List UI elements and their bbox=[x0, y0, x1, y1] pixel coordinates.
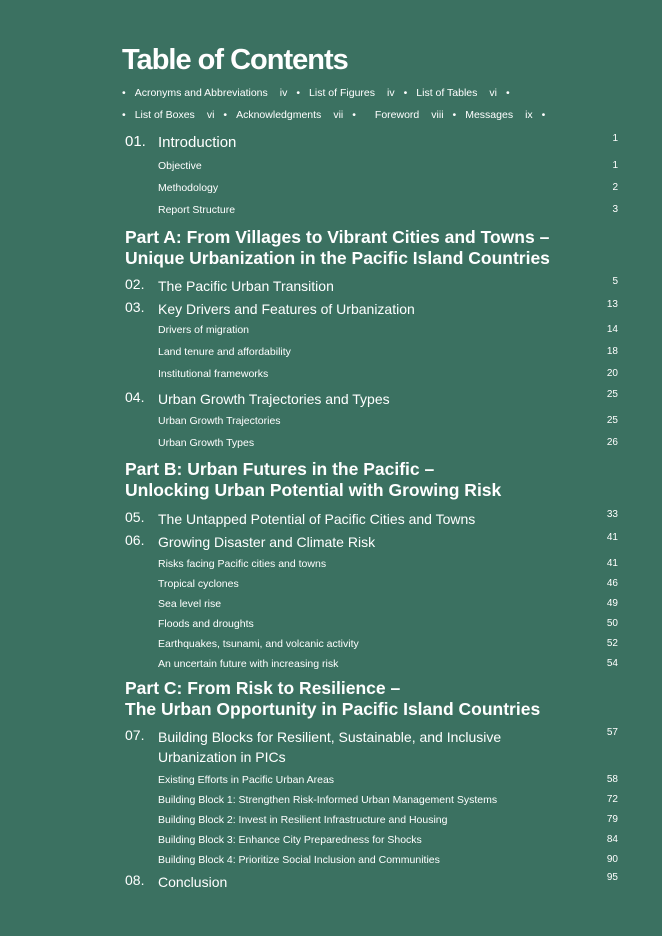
bullet: • bbox=[452, 109, 457, 121]
front-matter-row-1 bbox=[122, 87, 519, 99]
subsection-page: 58 bbox=[606, 774, 618, 785]
subsection-page: 14 bbox=[606, 324, 618, 335]
front-item-page: iv bbox=[279, 87, 288, 99]
chapter-page: 95 bbox=[606, 872, 618, 883]
chapter-number: 04. bbox=[125, 389, 145, 405]
toc-chapter-07[interactable] bbox=[125, 727, 618, 767]
part-b-heading[interactable] bbox=[125, 459, 605, 501]
subsection-page: 25 bbox=[606, 415, 618, 426]
chapter-number: 06. bbox=[125, 532, 145, 548]
chapter-title: Growing Disaster and Climate Risk bbox=[158, 534, 376, 550]
part-heading-line: Part A: From Villages to Vibrant Cities and Towns – bbox=[125, 227, 550, 247]
subsection-page: 46 bbox=[606, 578, 618, 589]
toc-chapter-08[interactable] bbox=[125, 872, 618, 892]
subsection-title: Drivers of migration bbox=[158, 324, 250, 336]
chapter-number: 03. bbox=[125, 299, 145, 315]
chapter-page: 25 bbox=[606, 389, 618, 400]
front-item-label[interactable]: List of Tables bbox=[416, 87, 478, 99]
subsection-page: 79 bbox=[606, 814, 618, 825]
part-heading-line: Part C: From Risk to Resilience – bbox=[125, 678, 401, 698]
front-item-label[interactable]: Acknowledgments bbox=[236, 109, 322, 121]
part-heading-line: Part B: Urban Futures in the Pacific – bbox=[125, 459, 435, 479]
subsection-page: 52 bbox=[606, 638, 618, 649]
subsection-title: Land tenure and affordability bbox=[158, 346, 291, 358]
chapter-page: 41 bbox=[606, 532, 618, 543]
subsection-title: Objective bbox=[158, 160, 202, 172]
toc-chapter-04[interactable] bbox=[125, 389, 618, 409]
chapter-number: 07. bbox=[125, 727, 145, 743]
front-item-label[interactable]: List of Figures bbox=[309, 87, 375, 99]
subsection-title: An uncertain future with increasing risk bbox=[158, 658, 339, 670]
subsection-title: Existing Efforts in Pacific Urban Areas bbox=[158, 774, 335, 786]
front-item-page: iv bbox=[387, 87, 395, 99]
subsection-title: Building Block 2: Invest in Resilient Infrastructure and Housing bbox=[158, 814, 448, 826]
subsection-page: 54 bbox=[606, 658, 618, 669]
subsection-page: 50 bbox=[606, 618, 618, 629]
chapter-page: 33 bbox=[606, 509, 618, 520]
subsection-title: Institutional frameworks bbox=[158, 368, 269, 380]
part-heading-line: Unlocking Urban Potential with Growing Risk bbox=[125, 480, 502, 500]
chapter-number: 02. bbox=[125, 276, 145, 292]
chapter-title: Conclusion bbox=[158, 874, 228, 890]
toc-chapter-06[interactable] bbox=[125, 532, 618, 552]
subsection-title: Sea level rise bbox=[158, 598, 222, 610]
subsection-title: Building Block 3: Enhance City Preparedness for Shocks bbox=[158, 834, 422, 846]
bullet: • bbox=[352, 109, 356, 121]
bullet: • bbox=[541, 109, 546, 121]
bullet: • bbox=[505, 87, 510, 99]
subsection-page: 41 bbox=[606, 558, 618, 569]
chapter-title: Urban Growth Trajectories and Types bbox=[158, 391, 390, 407]
subsection-page: 26 bbox=[606, 437, 618, 448]
subsection-title: Methodology bbox=[158, 182, 219, 194]
subsection-title: Tropical cyclones bbox=[158, 578, 239, 590]
subsection-page: 20 bbox=[606, 368, 618, 379]
subsection-page: 2 bbox=[612, 182, 618, 193]
subsection-title: Report Structure bbox=[158, 204, 236, 216]
subsection-page: 3 bbox=[612, 204, 618, 215]
toc-chapter-02[interactable] bbox=[125, 276, 618, 296]
chapter-page: 1 bbox=[612, 133, 618, 144]
subsection-title: Earthquakes, tsunami, and volcanic activity bbox=[158, 638, 359, 650]
subsection-title: Building Block 1: Strengthen Risk-Informed Urban Management Systems bbox=[158, 794, 498, 806]
front-item-page: vii bbox=[333, 109, 344, 121]
part-heading-line: The Urban Opportunity in Pacific Island Countries bbox=[125, 699, 541, 719]
front-item-page: viii bbox=[431, 109, 444, 121]
chapter-title: The Pacific Urban Transition bbox=[158, 278, 334, 294]
subsection-title: Urban Growth Trajectories bbox=[158, 415, 281, 427]
front-item-page: ix bbox=[525, 109, 533, 121]
bullet: • bbox=[122, 87, 126, 99]
bullet: • bbox=[296, 87, 301, 99]
front-item-page: vi bbox=[489, 87, 497, 99]
chapter-title: Key Drivers and Features of Urbanization bbox=[158, 301, 415, 317]
toc-chapter-01[interactable] bbox=[125, 133, 618, 153]
subsection-page: 84 bbox=[606, 834, 618, 845]
chapter-number: 01. bbox=[125, 133, 146, 150]
chapter-page: 13 bbox=[606, 299, 618, 310]
subsection-title: Urban Growth Types bbox=[158, 437, 255, 449]
toc-chapter-03[interactable] bbox=[125, 299, 618, 319]
subsection-page: 49 bbox=[606, 598, 618, 609]
part-c-heading[interactable] bbox=[125, 678, 605, 720]
chapter-page: 5 bbox=[612, 276, 618, 287]
front-item-label[interactable]: Messages bbox=[465, 109, 514, 121]
front-matter-row-2 bbox=[122, 109, 554, 121]
chapter-page: 57 bbox=[606, 727, 618, 738]
subsection-page: 72 bbox=[606, 794, 618, 805]
chapter-title: Building Blocks for Resilient, Sustainable, and Inclusive Urbanization in PICs bbox=[158, 729, 502, 765]
front-item-label[interactable]: Acronyms and Abbreviations bbox=[134, 87, 268, 99]
front-item-page: vi bbox=[206, 109, 215, 121]
subsection-title: Floods and droughts bbox=[158, 618, 254, 630]
bullet: • bbox=[403, 87, 408, 99]
subsection-page: 18 bbox=[606, 346, 618, 357]
front-item-label[interactable]: List of Boxes bbox=[134, 109, 195, 121]
part-a-heading[interactable] bbox=[125, 227, 605, 269]
chapter-number: 08. bbox=[125, 872, 145, 888]
toc-chapter-05[interactable] bbox=[125, 509, 618, 529]
page-title: Table of Contents bbox=[122, 44, 348, 76]
chapter-title: Introduction bbox=[158, 134, 237, 151]
subsection-page: 90 bbox=[606, 854, 618, 865]
subsection-page: 1 bbox=[612, 160, 618, 171]
chapter-title: The Untapped Potential of Pacific Cities and Towns bbox=[158, 511, 476, 527]
bullet: • bbox=[122, 109, 126, 121]
front-item-label[interactable]: Foreword bbox=[374, 109, 420, 121]
subsection-title: Building Block 4: Prioritize Social Inclusion and Communities bbox=[158, 854, 440, 866]
bullet: • bbox=[223, 109, 228, 121]
part-heading-line: Unique Urbanization in the Pacific Island Countries bbox=[125, 248, 550, 268]
chapter-number: 05. bbox=[125, 509, 145, 525]
subsection-title: Risks facing Pacific cities and towns bbox=[158, 558, 327, 570]
